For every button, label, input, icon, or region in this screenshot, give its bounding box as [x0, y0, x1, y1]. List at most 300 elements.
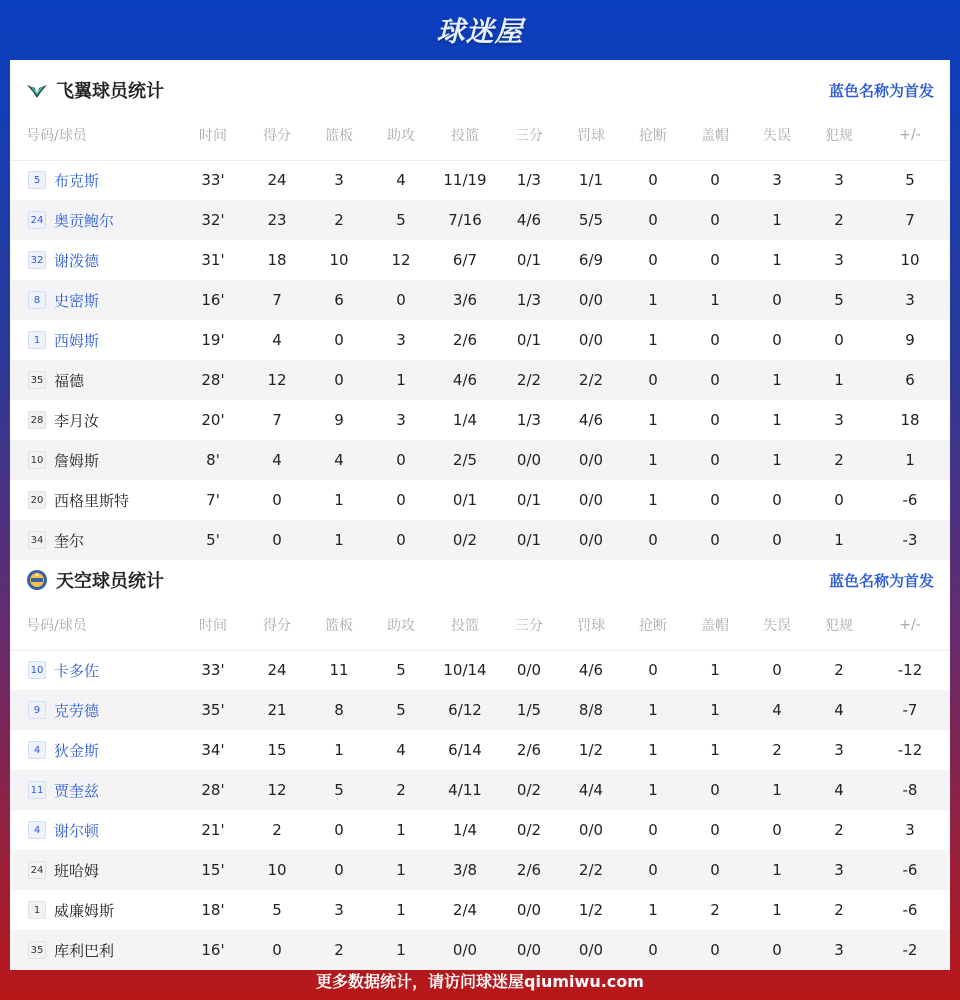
- player-stats-table: [10, 120, 950, 560]
- stat-cell: 1: [308, 520, 370, 560]
- player-name: 史密斯: [54, 291, 100, 310]
- stat-cell: 6/12: [432, 690, 498, 730]
- stat-cell: 3: [396, 411, 406, 429]
- stat-cell: 9: [905, 331, 915, 349]
- column-header: 犯规: [808, 610, 870, 650]
- stat-cell: 1: [622, 770, 684, 810]
- player-cell: [10, 890, 180, 930]
- stat-cell: 7: [246, 280, 308, 320]
- stat-cell: 2/5: [432, 440, 498, 480]
- player-cell: [10, 240, 180, 280]
- stat-cell: 1/3: [516, 411, 542, 429]
- player-cell: [10, 400, 180, 440]
- stat-cell: 6/14: [448, 741, 482, 759]
- column-header: 投篮: [432, 120, 498, 160]
- stat-cell: 16': [180, 280, 246, 320]
- stat-cell: 28': [180, 770, 246, 810]
- column-header: 时间: [180, 120, 246, 160]
- table-body: [10, 160, 950, 560]
- stat-cell: 2: [808, 200, 870, 240]
- stat-cell: 8/8: [560, 690, 622, 730]
- stat-cell: 1: [808, 360, 870, 400]
- stat-cell: -2: [870, 930, 950, 970]
- stat-cell: -7: [870, 690, 950, 730]
- stat-cell: 3: [772, 171, 782, 190]
- stat-cell: 5/5: [560, 200, 622, 240]
- stat-cell: 9: [334, 411, 344, 429]
- stat-cell: 8: [308, 690, 370, 730]
- table-row: [10, 280, 950, 320]
- stat-cell: 0: [710, 411, 720, 429]
- stat-cell: 5: [308, 770, 370, 810]
- stat-cell: 0: [710, 171, 720, 190]
- table-row: [10, 200, 950, 240]
- jersey-number: 4: [28, 741, 46, 759]
- player-cell: [10, 480, 180, 520]
- stat-cell: 1/2: [578, 741, 604, 759]
- player-cell: [10, 850, 180, 890]
- jersey-number: 20: [28, 491, 46, 509]
- stat-cell: 2: [834, 901, 844, 919]
- stat-cell: 10: [900, 251, 920, 269]
- stat-cell: 1: [684, 280, 746, 320]
- stat-cell: -12: [897, 741, 923, 759]
- jersey-number: 8: [28, 291, 46, 309]
- player-cell: [10, 690, 180, 730]
- stat-cell: -3: [870, 520, 950, 560]
- player-name: 布克斯: [54, 171, 100, 190]
- jersey-number: 11: [28, 781, 46, 799]
- player-cell: [10, 440, 180, 480]
- stat-cell: 1: [648, 741, 658, 759]
- stat-cell: 0/0: [560, 440, 622, 480]
- stat-cell: 0: [772, 491, 782, 509]
- player-name: 西格里斯特: [54, 491, 130, 510]
- player-name: 卡多佐: [54, 661, 100, 680]
- stat-cell: 0: [684, 850, 746, 890]
- stat-cell: 2/2: [560, 360, 622, 400]
- stat-cell: 0: [622, 520, 684, 560]
- stat-cell: 3: [334, 901, 344, 919]
- player-name: 李月汝: [54, 411, 100, 430]
- jersey-number: 1: [28, 331, 46, 349]
- stat-cell: 18: [267, 251, 287, 269]
- column-header: 时间: [180, 610, 246, 650]
- table-row: [10, 360, 950, 400]
- sky-logo-icon: [26, 569, 48, 591]
- player-cell: [10, 280, 180, 320]
- table-row: [10, 690, 950, 730]
- stat-cell: -6: [902, 901, 918, 919]
- stat-cell: 24: [267, 171, 287, 190]
- column-header: 篮板: [308, 120, 370, 160]
- stat-cell: 1: [334, 741, 344, 759]
- stat-cell: 4: [808, 770, 870, 810]
- stat-cell: 3: [334, 171, 344, 190]
- wings-logo-icon: [26, 79, 48, 101]
- stat-cell: 5: [370, 200, 432, 240]
- column-header: 盖帽: [684, 610, 746, 650]
- stat-cell: 15': [180, 850, 246, 890]
- stat-cell: 2/6: [498, 850, 560, 890]
- stat-cell: 4/6: [432, 360, 498, 400]
- stat-cell: 0/1: [516, 251, 542, 269]
- stat-cell: 3: [808, 930, 870, 970]
- stat-cell: 1: [648, 411, 658, 429]
- stat-cell: 0/0: [516, 901, 542, 919]
- stat-cell: 11/19: [443, 171, 487, 190]
- stat-cell: 4/6: [578, 411, 604, 429]
- column-header: 罚球: [560, 120, 622, 160]
- stat-cell: 0/2: [498, 770, 560, 810]
- player-name: 奎尔: [54, 531, 85, 550]
- stat-cell: 3/8: [432, 850, 498, 890]
- stat-cell: 2: [834, 661, 844, 680]
- jersey-number: 34: [28, 531, 46, 549]
- column-header: +/-: [870, 120, 950, 160]
- stat-cell: 0: [246, 520, 308, 560]
- table-row: [10, 650, 950, 690]
- stat-cell: 3: [808, 850, 870, 890]
- player-name: 库利巴利: [54, 941, 115, 960]
- stat-cell: 0: [746, 520, 808, 560]
- site-logo-text: 球迷屋: [436, 15, 524, 48]
- stat-cell: 0: [710, 331, 720, 349]
- stat-cell: 0/1: [516, 331, 542, 349]
- table-header-row: [10, 610, 950, 650]
- stat-cell: 4: [396, 741, 406, 759]
- player-cell: [10, 320, 180, 360]
- stat-cell: 1/5: [498, 690, 560, 730]
- stat-cell: 3/6: [432, 280, 498, 320]
- stat-cell: 1/2: [578, 901, 604, 919]
- stat-cell: 0: [622, 850, 684, 890]
- section-header: [10, 60, 950, 120]
- jersey-number: 35: [28, 371, 46, 389]
- stat-cell: 5: [396, 661, 406, 680]
- stat-cell: 7: [272, 411, 282, 429]
- stat-cell: 1: [710, 741, 720, 759]
- table-row: [10, 810, 950, 850]
- stat-cell: 4/6: [578, 661, 604, 680]
- stat-cell: 0: [684, 360, 746, 400]
- stat-cell: 0: [308, 360, 370, 400]
- player-name: 谢泼德: [54, 251, 100, 270]
- stat-cell: 0: [272, 491, 282, 509]
- stat-cell: 2: [710, 901, 720, 919]
- stat-cell: 0: [684, 520, 746, 560]
- section-title: [26, 567, 164, 593]
- stat-cell: 3: [834, 741, 844, 759]
- stat-cell: 21': [201, 821, 225, 839]
- table-row: [10, 240, 950, 280]
- stat-cell: 0: [370, 280, 432, 320]
- player-name: 贾奎兹: [54, 781, 100, 800]
- stat-cell: 34': [201, 741, 225, 759]
- stat-cell: 0: [684, 440, 746, 480]
- stat-cell: 1: [772, 411, 782, 429]
- stat-cell: 33': [201, 171, 225, 190]
- stat-cell: 1: [746, 770, 808, 810]
- stat-cell: 2: [370, 770, 432, 810]
- stat-cell: 1: [746, 440, 808, 480]
- table-row: [10, 480, 950, 520]
- column-header: 失误: [746, 120, 808, 160]
- stat-cell: 0: [648, 661, 658, 680]
- stat-cell: 4: [308, 440, 370, 480]
- stat-cell: 6: [308, 280, 370, 320]
- starter-legend: 蓝色名称为首发: [828, 81, 934, 100]
- column-header: 抢断: [622, 120, 684, 160]
- table-header-row: [10, 120, 950, 160]
- column-header: 罚球: [560, 610, 622, 650]
- stat-cell: 0/0: [560, 520, 622, 560]
- player-name: 詹姆斯: [54, 451, 100, 470]
- stat-cell: 12: [246, 360, 308, 400]
- player-name: 西姆斯: [54, 331, 100, 350]
- stat-cell: 0: [396, 491, 406, 509]
- stat-cell: 12: [391, 251, 411, 269]
- section-header: [10, 550, 950, 610]
- player-name: 班哈姆: [54, 861, 100, 880]
- stat-cell: 1: [370, 850, 432, 890]
- stat-cell: 0: [648, 171, 658, 190]
- stat-cell: 1/3: [498, 280, 560, 320]
- stat-cell: 0/1: [498, 520, 560, 560]
- section-title-text: 飞翼球员统计: [56, 81, 164, 102]
- stat-cell: -12: [897, 661, 923, 680]
- stat-cell: 0/0: [498, 440, 560, 480]
- stat-cell: 2: [808, 440, 870, 480]
- jersey-number: 32: [28, 251, 46, 269]
- stat-cell: 0/2: [516, 821, 542, 839]
- stat-cell: 3: [834, 411, 844, 429]
- stat-cell: 0: [684, 930, 746, 970]
- stat-cell: 10: [246, 850, 308, 890]
- player-cell: [10, 770, 180, 810]
- stat-cell: 1: [334, 491, 344, 509]
- stat-cell: 18': [201, 901, 225, 919]
- stat-cell: 1: [772, 901, 782, 919]
- stat-cell: 3: [834, 251, 844, 269]
- stat-cell: 10: [329, 251, 349, 269]
- stat-cell: 0: [622, 200, 684, 240]
- stat-cell: 1/3: [516, 171, 542, 190]
- stat-cell: 0/0: [516, 661, 542, 680]
- column-header: 号码/球员: [10, 610, 180, 650]
- player-cell: [10, 200, 180, 240]
- column-header: 抢断: [622, 610, 684, 650]
- stat-cell: 5': [180, 520, 246, 560]
- jersey-number: 28: [28, 411, 46, 429]
- stat-cell: 6/9: [578, 251, 604, 269]
- stat-cell: 1: [684, 690, 746, 730]
- player-name: 克劳德: [54, 701, 100, 720]
- player-cell: [10, 730, 180, 770]
- player-name: 谢尔顿: [54, 821, 100, 840]
- stat-cell: 0/0: [578, 821, 604, 839]
- stat-cell: 33': [201, 661, 225, 680]
- stat-cell: 5: [272, 901, 282, 919]
- stat-cell: 1: [396, 821, 406, 839]
- column-header: 三分: [498, 610, 560, 650]
- table-row: [10, 850, 950, 890]
- jersey-number: 9: [28, 701, 46, 719]
- stats-panel: [10, 60, 950, 960]
- table-row: [10, 890, 950, 930]
- stat-cell: 0/0: [432, 930, 498, 970]
- stat-cell: 31': [201, 251, 225, 269]
- stat-cell: 0: [684, 770, 746, 810]
- table-row: [10, 440, 950, 480]
- stat-cell: 1: [396, 901, 406, 919]
- stat-cell: 0/0: [498, 930, 560, 970]
- stat-cell: 20': [201, 411, 225, 429]
- jersey-number: 24: [28, 211, 46, 229]
- stat-cell: 4: [808, 690, 870, 730]
- player-cell: [10, 810, 180, 850]
- stat-cell: 1: [622, 440, 684, 480]
- column-header: 得分: [246, 610, 308, 650]
- player-name: 狄金斯: [54, 741, 100, 760]
- jersey-number: 10: [28, 451, 46, 469]
- column-header: 失误: [746, 610, 808, 650]
- stat-cell: 0: [370, 520, 432, 560]
- section-title-text: 天空球员统计: [56, 571, 164, 592]
- player-name: 奥贡鲍尔: [54, 211, 115, 230]
- team-section-sky: [10, 550, 950, 970]
- stat-cell: 3: [870, 280, 950, 320]
- stat-cell: 4: [396, 171, 406, 190]
- stat-cell: 0/2: [432, 520, 498, 560]
- stat-cell: 2: [772, 741, 782, 759]
- column-header: 号码/球员: [10, 120, 180, 160]
- stat-cell: 12: [246, 770, 308, 810]
- stat-cell: -6: [902, 491, 918, 509]
- stat-cell: 6/7: [452, 251, 478, 269]
- column-header: 盖帽: [684, 120, 746, 160]
- stat-cell: 18: [900, 411, 920, 429]
- stat-cell: 16': [180, 930, 246, 970]
- stat-cell: 28': [180, 360, 246, 400]
- stat-cell: 21: [246, 690, 308, 730]
- stat-cell: 35': [180, 690, 246, 730]
- stat-cell: 11: [329, 661, 349, 680]
- stat-cell: 1: [746, 360, 808, 400]
- stat-cell: 0: [834, 331, 844, 349]
- stat-cell: 0/1: [516, 491, 542, 509]
- player-cell: [10, 160, 180, 200]
- stat-cell: 23: [246, 200, 308, 240]
- column-header: 得分: [246, 120, 308, 160]
- stat-cell: 4: [746, 690, 808, 730]
- stat-cell: 3: [905, 821, 915, 839]
- section-title: [26, 77, 164, 103]
- stat-cell: 4/6: [498, 200, 560, 240]
- stat-cell: 0: [710, 251, 720, 269]
- stat-cell: -6: [870, 850, 950, 890]
- stat-cell: 0: [834, 491, 844, 509]
- stat-cell: 0: [746, 930, 808, 970]
- player-cell: [10, 360, 180, 400]
- stat-cell: 4/4: [560, 770, 622, 810]
- column-header: 犯规: [808, 120, 870, 160]
- column-header: +/-: [870, 610, 950, 650]
- stat-cell: 0: [648, 821, 658, 839]
- stat-cell: 1: [746, 200, 808, 240]
- player-name: 威廉姆斯: [54, 901, 115, 920]
- stat-cell: 8': [180, 440, 246, 480]
- stat-cell: 2/4: [452, 901, 478, 919]
- table-row: [10, 730, 950, 770]
- stat-cell: 5: [370, 690, 432, 730]
- stat-cell: 3: [396, 331, 406, 349]
- stat-cell: 0/0: [578, 331, 604, 349]
- stat-cell: 5: [905, 171, 915, 190]
- stat-cell: 0/0: [560, 930, 622, 970]
- stat-cell: 2/6: [516, 741, 542, 759]
- stat-cell: 0: [746, 280, 808, 320]
- stat-cell: 2/2: [498, 360, 560, 400]
- jersey-number: 4: [28, 821, 46, 839]
- stat-cell: 3: [834, 171, 844, 190]
- stat-cell: -8: [870, 770, 950, 810]
- stat-cell: 1/1: [578, 171, 604, 190]
- stat-cell: 4: [272, 331, 282, 349]
- stat-cell: 2/6: [452, 331, 478, 349]
- stat-cell: 1: [710, 661, 720, 680]
- jersey-number: 10: [28, 661, 46, 679]
- site-logo: [0, 0, 960, 60]
- jersey-number: 35: [28, 941, 46, 959]
- stat-cell: 7/16: [432, 200, 498, 240]
- stat-cell: 0: [710, 491, 720, 509]
- stat-cell: 0: [684, 200, 746, 240]
- stat-cell: 10/14: [443, 661, 487, 680]
- stat-cell: 4/11: [432, 770, 498, 810]
- stat-cell: 2: [272, 821, 282, 839]
- column-header: 三分: [498, 120, 560, 160]
- stat-cell: 0: [622, 930, 684, 970]
- stat-cell: 19': [201, 331, 225, 349]
- player-name: 福德: [54, 371, 85, 390]
- stat-cell: 24: [267, 661, 287, 680]
- stat-cell: 0/0: [560, 280, 622, 320]
- stat-cell: 1: [772, 251, 782, 269]
- player-stats-table: [10, 610, 950, 970]
- stat-cell: 0/0: [578, 491, 604, 509]
- player-cell: [10, 650, 180, 690]
- stat-cell: 1/4: [452, 411, 478, 429]
- table-row: [10, 400, 950, 440]
- stat-cell: 0: [246, 930, 308, 970]
- column-header: 投篮: [432, 610, 498, 650]
- stat-cell: 1/4: [452, 821, 478, 839]
- stat-cell: 1: [648, 331, 658, 349]
- stat-cell: 0: [648, 251, 658, 269]
- jersey-number: 5: [28, 171, 46, 189]
- stat-cell: 7': [206, 491, 220, 509]
- stat-cell: 1: [370, 930, 432, 970]
- stat-cell: 1: [870, 440, 950, 480]
- stat-cell: 0: [334, 821, 344, 839]
- table-body: [10, 650, 950, 970]
- stat-cell: 5: [808, 280, 870, 320]
- table-row: [10, 320, 950, 360]
- stat-cell: 0: [622, 360, 684, 400]
- stat-cell: 1: [648, 491, 658, 509]
- stat-cell: 0: [772, 661, 782, 680]
